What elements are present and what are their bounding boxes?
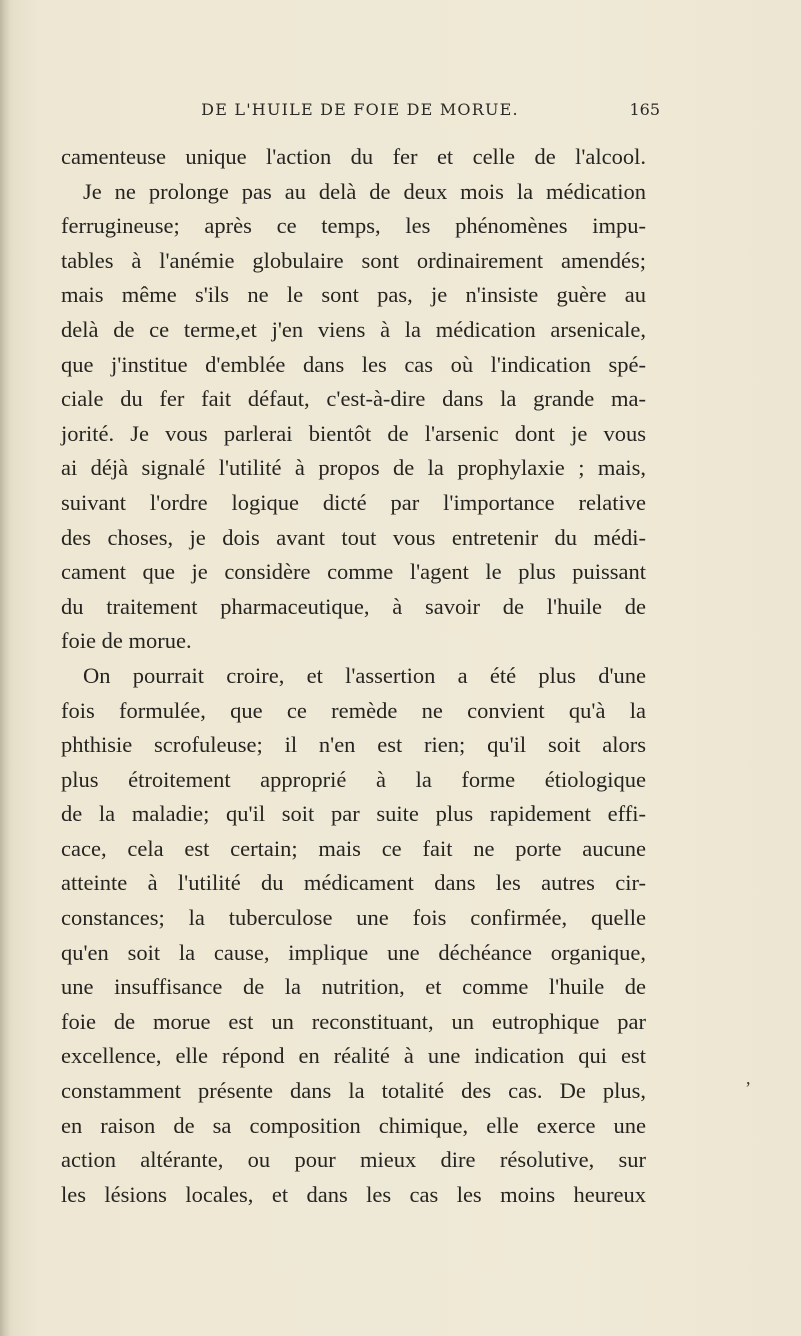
text-line: en raison de sa composition chimique, elle exerce une	[61, 1112, 646, 1138]
text-line: les lésions locales, et dans les cas les moins heureux	[61, 1181, 646, 1207]
text-line: Je ne prolonge pas au delà de deux mois la médication	[83, 178, 646, 204]
text-line: constamment présente dans la totalité des cas. De plus,	[61, 1078, 646, 1104]
text-line: delà de ce terme,et j'en viens à la médication arsenicale,	[61, 316, 646, 342]
text-line: ai déjà signalé l'utilité à propos de la prophylaxie ; mais,	[61, 455, 646, 481]
text-line: du traitement pharmaceutique, à savoir de l'huile de	[61, 593, 646, 619]
text-line: phthisie scrofuleuse; il n'en est rien; qu'il soit alors	[61, 732, 646, 758]
page-number: 165	[629, 100, 660, 119]
text-line: constances; la tuberculose une fois confirmée, quelle	[61, 905, 646, 931]
text-line: suivant l'ordre logique dicté par l'importance relative	[61, 489, 646, 515]
text-line: tables à l'anémie globulaire sont ordinairement amendés;	[61, 247, 646, 273]
text-line: de la maladie; qu'il soit par suite plus rapidement effi-	[61, 801, 646, 827]
body-text	[61, 140, 646, 1212]
margin-mark: ,	[746, 1068, 751, 1088]
running-head	[60, 100, 660, 130]
text-line: foie de morue.	[61, 628, 192, 654]
text-line: ferrugineuse; après ce temps, les phénomènes impu-	[61, 213, 646, 239]
text-line: On pourrait croire, et l'assertion a été plus d'une	[83, 662, 646, 688]
text-line: ciale du fer fait défaut, c'est-à-dire dans la grande ma-	[61, 386, 646, 412]
text-line: jorité. Je vous parlerai bientôt de l'arsenic dont je vous	[61, 420, 646, 446]
text-line: plus étroitement approprié à la forme étiologique	[61, 766, 646, 792]
text-line: mais même s'ils ne le sont pas, je n'insiste guère au	[61, 282, 646, 308]
text-line: action altérante, ou pour mieux dire résolutive, sur	[61, 1147, 646, 1173]
page-gutter-shadow	[0, 0, 10, 1336]
text-line: qu'en soit la cause, implique une déchéance organique,	[61, 939, 646, 965]
text-line: une insuffisance de la nutrition, et comme l'huile de	[61, 974, 646, 1000]
running-head-title: DE L'HUILE DE FOIE DE MORUE.	[201, 100, 519, 119]
text-line: foie de morue est un reconstituant, un eutrophique par	[61, 1008, 646, 1034]
text-line: camenteuse unique l'action du fer et celle de l'alcool.	[61, 144, 646, 169]
text-line: que j'institue d'emblée dans les cas où l'indication spé-	[61, 351, 646, 377]
text-line: atteinte à l'utilité du médicament dans les autres cir-	[61, 870, 646, 896]
text-line: cament que je considère comme l'agent le plus puissant	[61, 559, 646, 585]
text-line: des choses, je dois avant tout vous entretenir du médi-	[61, 524, 646, 550]
text-line: fois formulée, que ce remède ne convient qu'à la	[61, 697, 646, 723]
text-line: excellence, elle répond en réalité à une indication qui est	[61, 1043, 646, 1069]
text-line: cace, cela est certain; mais ce fait ne porte aucune	[61, 835, 646, 861]
